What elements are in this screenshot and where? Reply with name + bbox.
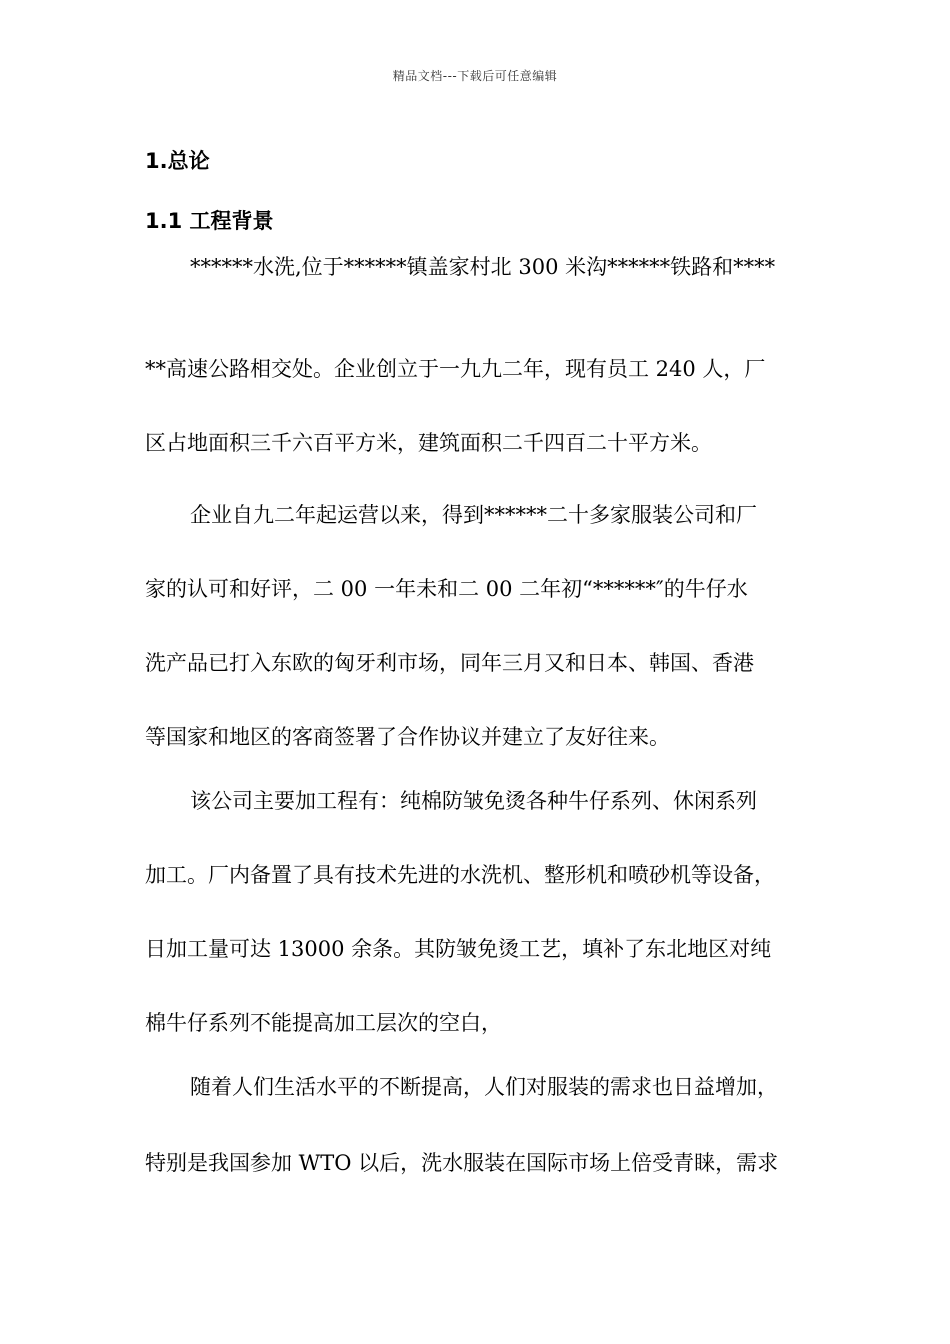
- paragraph-2-line-3: 洗产品已打入东欧的匈牙利市场，同年三月又和日本、韩国、香港: [145, 651, 754, 675]
- paragraph-2-line-2: 家的认可和好评，二 00 一年未和二 00 二年初“******″的牛仔水: [145, 577, 748, 601]
- page-header: 精品文档---下载后可任意编辑: [392, 69, 558, 83]
- paragraph-1-line-2: **高速公路相交处。企业创立于一九九二年，现有员工 240 人，厂: [145, 357, 766, 381]
- section-heading: 1.总论: [145, 149, 210, 173]
- paragraph-3-line-4: 棉牛仔系列不能提高加工层次的空白，: [145, 1011, 502, 1035]
- paragraph-2-line-1: 企业自九二年起运营以来，得到******二十多家服装公司和厂: [190, 503, 757, 527]
- paragraph-3-line-3: 日加工量可达 13000 余条。其防皱免烫工艺，填补了东北地区对纯: [145, 937, 772, 961]
- paragraph-2-line-4: 等国家和地区的客商签署了合作协议并建立了友好往来。: [145, 725, 670, 749]
- paragraph-4-line-1: 随着人们生活水平的不断提高，人们对服装的需求也日益增加，: [190, 1075, 778, 1099]
- paragraph-1-line-1: ******水洗,位于******镇盖家村北 300 米沟******铁路和****: [190, 255, 776, 279]
- paragraph-3-line-1: 该公司主要加工程有：纯棉防皱免烫各种牛仔系列、休闲系列: [190, 789, 757, 813]
- paragraph-1-line-3: 区占地面积三千六百平方米，建筑面积二千四百二十平方米。: [145, 431, 712, 455]
- paragraph-3-line-2: 加工。厂内备置了具有技术先进的水洗机、整形机和喷砂机等设备，: [145, 863, 775, 887]
- paragraph-4-line-2: 特别是我国参加 WTO 以后，洗水服装在国际市场上倍受青睐，需求: [145, 1151, 779, 1175]
- subsection-heading: 1.1 工程背景: [145, 209, 274, 233]
